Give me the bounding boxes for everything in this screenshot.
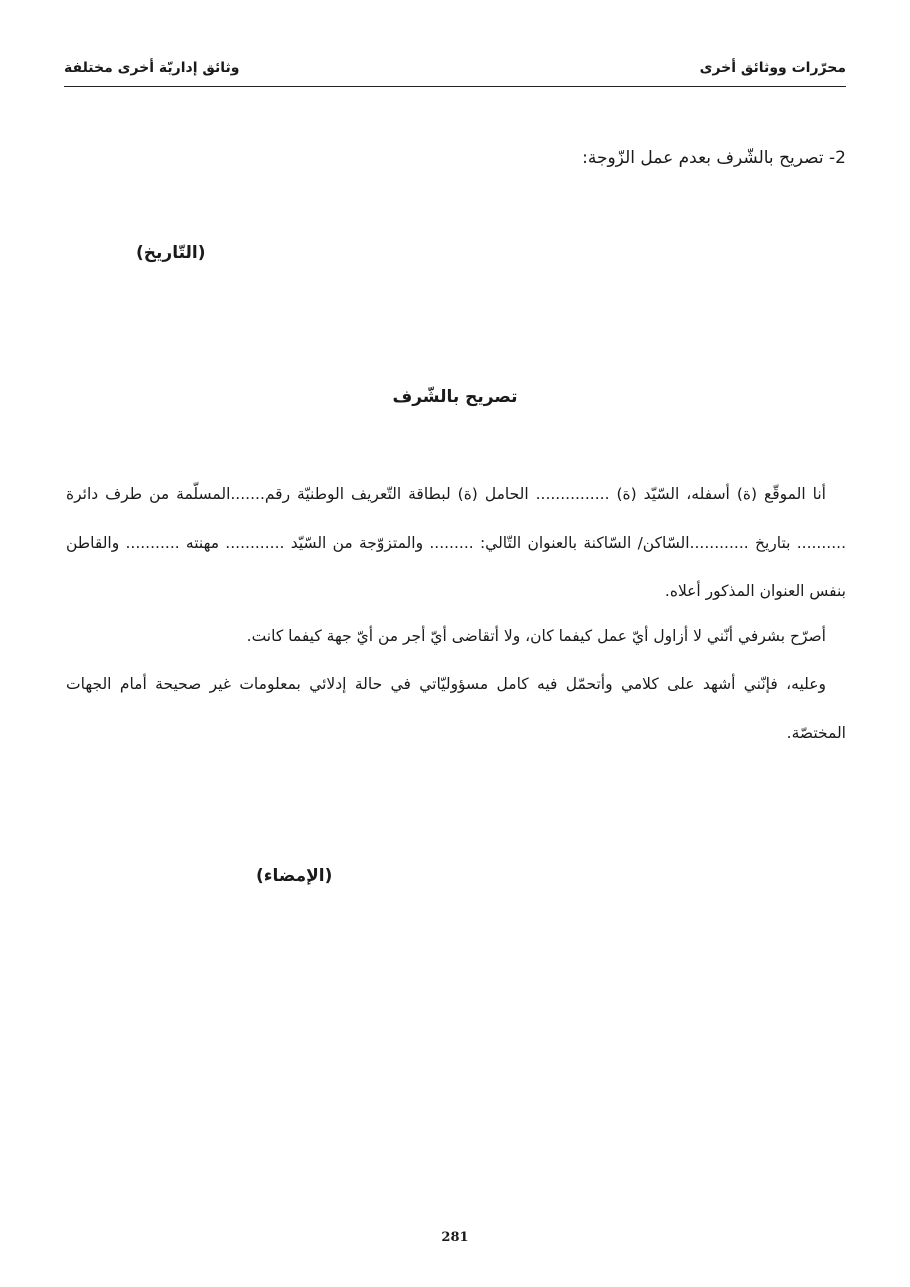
signature-label: (الإمضاء) bbox=[256, 866, 333, 886]
declaration-paragraph-identity: أنا الموقّع (ة) أسفله، السّيّد (ة) ............... الحامل (ة) لبطاقة التّعريف الوطنيّة رقم.......المسلّمة من طرف دائرة .......... بتاريخ ............السّاكن/ السّاكنة بالعنوان التّالي: ......... والمتزوّجة من السّيّد ............ مهنته ........... والقاطن بنفس العنوان المذكور أعلاه. bbox=[66, 485, 846, 600]
header-section-title: وثائق إداريّة أخرى مختلفة bbox=[64, 60, 240, 76]
declaration-paragraph-statement: أصرّح بشرفي أنّني لا أزاول أيّ عمل كيفما كان، ولا أتقاضى أيّ أجر من أيّ جهة كيفما كانت. bbox=[246, 627, 826, 645]
document-title-text: تصريح بالشّرف bbox=[392, 387, 518, 407]
page-header bbox=[64, 56, 846, 87]
date-label: (التّاريخ) bbox=[136, 243, 206, 263]
page-number: 281 bbox=[441, 1230, 469, 1245]
section-heading: 2- تصريح بالشّرف بعدم عمل الزّوجة: bbox=[582, 148, 846, 168]
header-chapter-title: محرّرات ووثائق أخرى bbox=[699, 60, 846, 76]
document-title bbox=[0, 387, 910, 407]
declaration-paragraph-responsibility: وعليه، فإنّني أشهد على كلامي وأتحمّل فيه كامل مسؤوليّاتي في حالة إدلائي بمعلومات غير صحيحة أمام الجهات المختصّة. bbox=[66, 675, 846, 742]
